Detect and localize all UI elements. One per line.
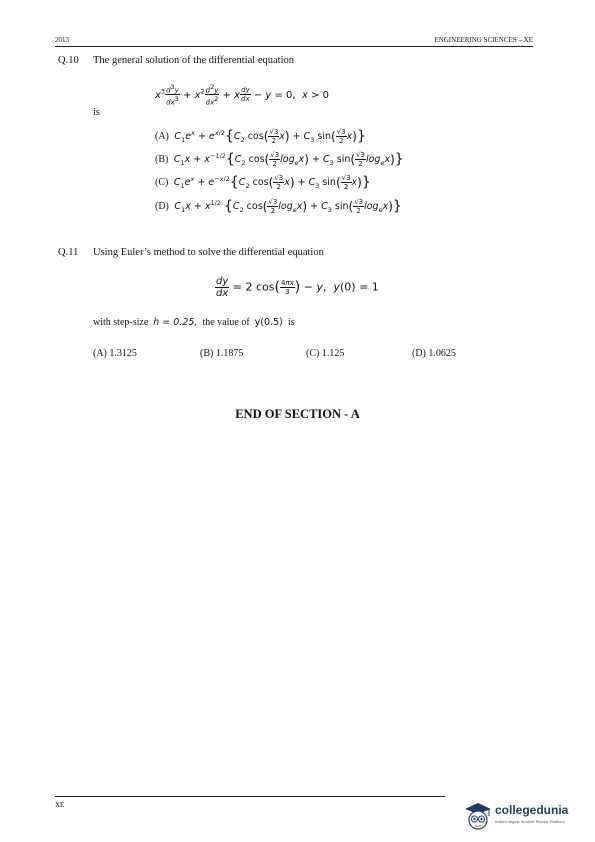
question-11-text: Using Euler’s method to solve the differential equation: [93, 247, 324, 258]
value-of-text: the value of: [202, 317, 250, 328]
question-10-option-a: (A) $C_1e^x + e^{x/2}\{C_2$ cos( $\frac{√3}{2}$ $x) + C_3$ sin( $\frac{√3}{2}$ x)}: [155, 128, 366, 145]
footer-rule: [55, 796, 445, 797]
choice-c-label: (C): [306, 348, 320, 359]
page-header-title: ENGINEERING SCIENCES – XE: [434, 36, 533, 44]
question-10-option-b: (B) $C_1x + x^{-1/2}\{C_2$ cos( $\frac{√3}{2}$ $\log_ex) + C_3$ sin( $\frac{√3}{2}$ $\log_ex$)}: [155, 151, 404, 168]
question-10-text: The general solution of the differential equation: [93, 55, 294, 66]
h-value: h = 0.25,: [153, 317, 198, 328]
choice-a-label: (A): [93, 348, 107, 359]
choice-b-value: 1.1875: [215, 348, 244, 359]
question-11-number: Q.11: [58, 247, 79, 258]
logo-tagline: India's largest Student Review Platform: [495, 819, 565, 824]
choice-d: [412, 348, 456, 359]
option-b-label: (B): [155, 154, 169, 165]
choice-a: [93, 348, 137, 359]
collegedunia-logo: [463, 801, 583, 831]
footer-code: XE: [55, 801, 65, 809]
option-d-label: (D): [155, 201, 169, 212]
end-of-section: END OF SECTION - A: [235, 407, 360, 421]
is-text: is: [287, 317, 295, 328]
question-10-option-d: (D) $C_1x + x^{1/2}$ {$C_2$ cos( $\frac{√3}{2}$ $\log_ex) + C_3$ sin( $\frac{√3}{2}$ $\log_ex$)}: [155, 198, 402, 215]
y-query: y(0.5): [254, 317, 283, 328]
logo-wordmark: collegedunia: [495, 803, 569, 817]
choice-c-value: 1.125: [321, 348, 345, 359]
header-rule: [55, 46, 533, 47]
choice-d-value: 1.0625: [428, 348, 456, 359]
choice-a-value: 1.3125: [109, 348, 137, 359]
option-c-label: (C): [155, 177, 169, 188]
page-header-year: 2013: [55, 36, 69, 44]
choice-b: [200, 348, 243, 359]
question-10-is: is: [93, 107, 101, 118]
stepsize-text: with step-size: [93, 317, 149, 328]
option-a-label: (A): [155, 131, 169, 142]
question-10-equation: $x^3$ $\frac{d^3y}{dx^3}$ + $x^2$ $\frac{d^2y}{dx^2}$ + x $\frac{dy}{dx}$ − y = 0, x > 0: [155, 83, 329, 107]
question-10-option-c: (C) $C_1e^x + e^{-x/2}\{C_2$ cos( $\frac{√3}{2}$ $x) + C_3$ sin( $\frac{√3}{2}$ x)}: [155, 174, 371, 191]
question-11-stepsize-line: [93, 317, 295, 328]
choice-c: [306, 348, 344, 359]
question-11-equation: $\frac{dy}{dx}$ = 2 cos( $\frac{4\pi x}{3}$ ) − y, y(0) = 1: [216, 276, 379, 299]
choice-b-label: (B): [200, 348, 214, 359]
choice-d-label: (D): [412, 348, 426, 359]
graduate-owl-icon: [463, 801, 493, 831]
question-10-number: Q.10: [58, 55, 79, 66]
